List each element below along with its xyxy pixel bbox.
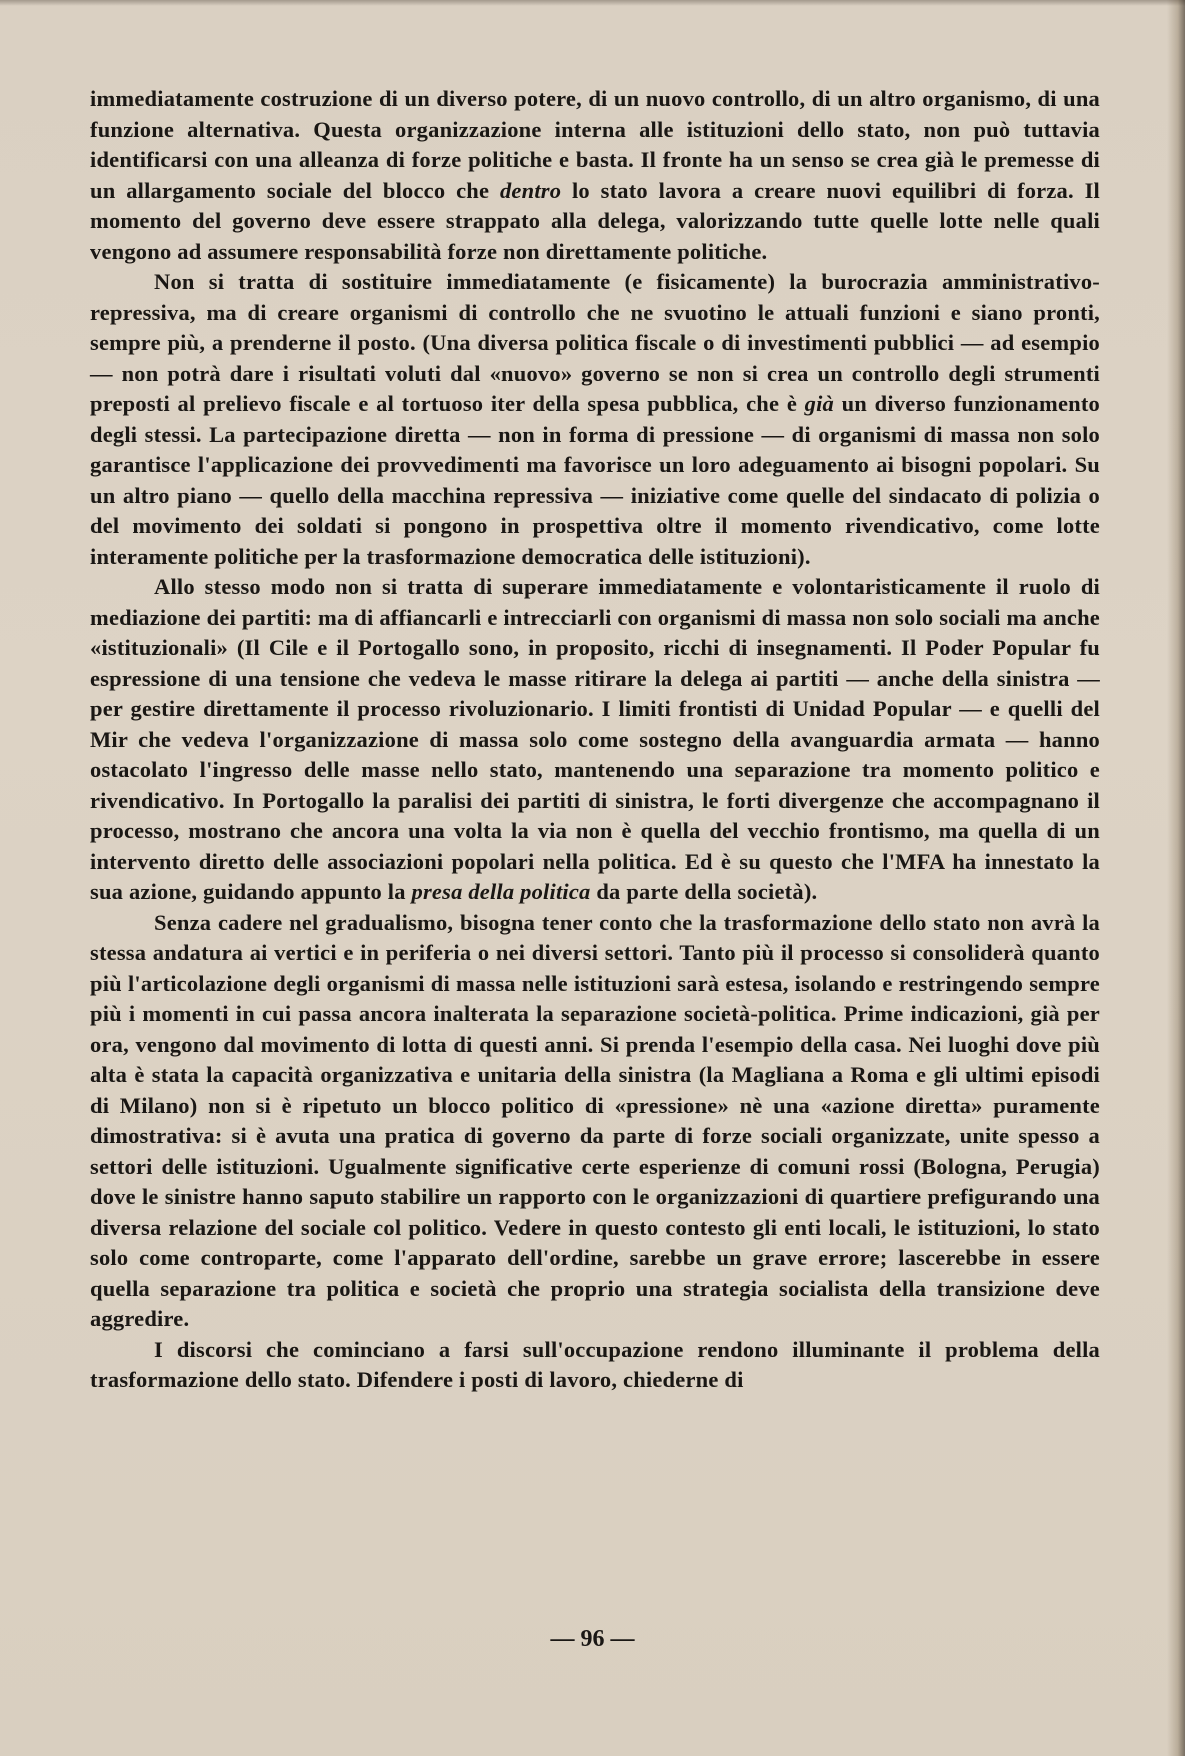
page-number: — 96 — — [550, 1626, 635, 1652]
paragraph-5-text: I discorsi che cominciano a farsi sull'occupazione rendono illuminante il problema della trasformazione dello stato. Difendere i posti di lavoro, chiederne di — [90, 1336, 1100, 1392]
page-top-shadow — [0, 0, 1185, 6]
paragraph-3-italic-presa-della-politica: presa della politica — [411, 879, 591, 904]
paragraph-4 — [90, 908, 1100, 1335]
paragraph-3 — [90, 572, 1100, 908]
paragraph-5 — [90, 1335, 1100, 1396]
paragraph-3-text: Allo stesso modo non si tratta di superare immediatamente e volontaristicamente il ruolo di mediazione dei partiti: ma di affiancarli e intrecciarli con organismi di massa non solo sociali ma anche «istituzionali» (Il Cile e il Portogallo sono, in proposito, ricchi di insegnamenti. Il Poder Popular fu espressione di una tensione che vedeva le masse ritirare la delega ai partiti — anche della sinistra — per gestire direttamente il processo rivoluzionario. I limiti frontisti di Unidad Popular — e quelli del Mir che vedeva l'organizzazione di massa solo come sostegno della avanguardia armata — hanno ostacolato l'ingresso delle masse nello stato, mantenendo una separazione tra momento politico e rivendicativo. In Portogallo la paralisi dei partiti di sinistra, le forti divergenze che accompagnano il processo, mostrano che ancora una volta la via non è quella del vecchio frontismo, ma quella di un intervento diretto delle associazioni popolari nella politica. Ed è su questo che l'MFA ha innestato la sua azione, guidando appunto la — [90, 574, 1100, 904]
paragraph-1-italic-dentro: dentro — [499, 177, 562, 203]
paragraph-1-text: immediatamente costruzione di un diverso potere, di un nuovo controllo, di un altro organismo, di una funzione alternativa. Questa organizzazione interna alle istituzioni dello stato, non può tuttavia identificarsi con una alleanza di forze politiche e basta. Il fronte ha un senso se crea già le premesse di un allargamento sociale del blocco che — [90, 86, 1100, 203]
page-right-edge-shadow — [1167, 0, 1185, 1756]
paragraph-3-text-cont: da parte della società). — [590, 879, 818, 904]
paragraph-1-text-cont: lo stato lavora a creare nuovi equilibri di forza. Il momento del governo deve essere strappato alla delega, valorizzando tutte quelle lotte nelle quali vengono ad assumere responsabilità forze non direttamente politiche. — [90, 177, 1100, 264]
paragraph-1 — [90, 84, 1100, 267]
paragraph-4-text: Senza cadere nel gradualismo, bisogna tener conto che la trasformazione dello stato non avrà la stessa andatura ai vertici e in periferia o nei diversi settori. Tanto più il processo si consoliderà quanto più l'articolazione degli organismi di massa nelle istituzioni sarà estesa, isolando e restringendo sempre più i momenti in cui passa ancora inalterata la separazione società-politica. Prime indicazioni, già per ora, vengono dal movimento di lotta di questi anni. Si prenda l'esempio della casa. Nei luoghi dove più alta è stata la capacità organizzativa e unitaria della sinistra (la Magliana a Roma e gli ultimi episodi di Milano) non si è ripetuto un blocco politico di «pressione» nè una «azione diretta» puramente dimostrativa: si è avuta una pratica di governo da parte di forze sociali organizzate, unite spesso a settori delle istituzioni. Ugualmente significative certe esperienze di comuni rossi (Bologna, Perugia) dove le sinistre hanno saputo stabilire un rapporto con le organizzazioni di quartiere prefigurando una diversa relazione del sociale col politico. Vedere in questo contesto gli enti locali, le istituzioni, lo stato solo come controparte, come l'apparato dell'ordine, sarebbe un grave errore; lascerebbe in essere quella separazione tra politica e società che proprio una strategia socialista della transizione deve aggredire. — [90, 909, 1100, 1331]
paragraph-2 — [90, 267, 1100, 572]
body-text — [90, 84, 1100, 1396]
paragraph-2-italic-gia: già — [804, 391, 834, 416]
paragraph-2-text-cont: un diverso funzionamento degli stessi. La partecipazione diretta — non in forma di pressione — di organismi di massa non solo garantisce l'applicazione dei provvedimenti ma favorisce un loro adeguamento ai bisogni popolari. Su un altro piano — quello della macchina repressiva — iniziative come quelle del sindacato di polizia o del movimento dei soldati si pongono in prospettiva oltre il momento rivendicativo, come lotte interamente politiche per la trasformazione democratica delle istituzioni). — [90, 391, 1100, 569]
paragraph-2-text: Non si tratta di sostituire immediatamente (e fisicamente) la burocrazia amministrativo-repressiva, ma di creare organismi di controllo che ne svuotino le attuali funzioni e siano pronti, sempre più, a prenderne il posto. (Una diversa politica fiscale o di investimenti pubblici — ad esempio — non potrà dare i risultati voluti dal «nuovo» governo se non si crea un controllo degli strumenti preposti al prelievo fiscale e al tortuoso iter della spesa pubblica, che è — [90, 269, 1100, 416]
